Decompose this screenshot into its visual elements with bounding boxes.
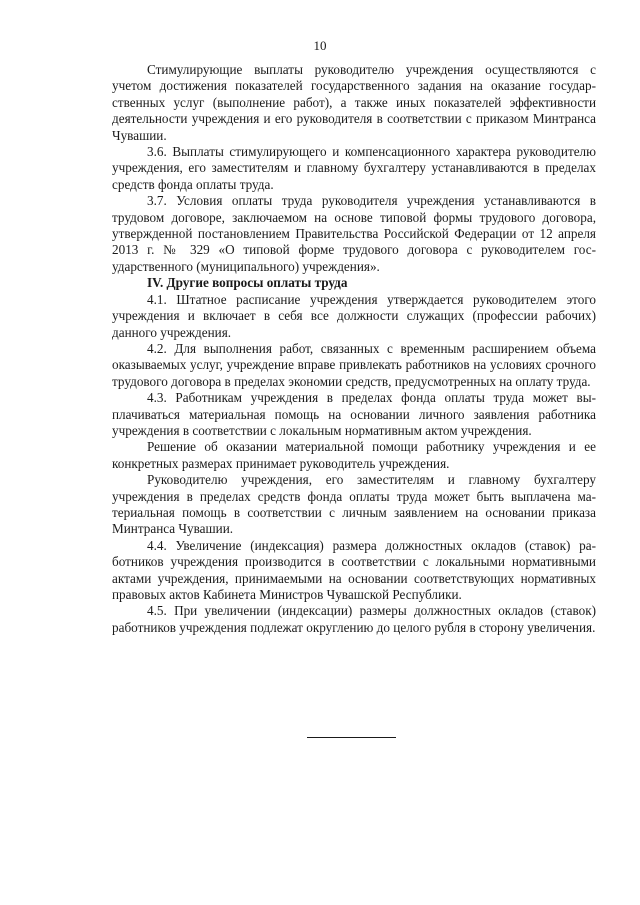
section-heading: IV. Другие вопросы оплаты труда xyxy=(147,275,348,291)
page-number: 10 xyxy=(313,38,327,53)
paragraph-3-6: 3.6. Выплаты стимулирующего и компенсационного характера руководителю учреждения, его заместителям и главному бухгалтеру устанавливаются в пределах средств фонда оплаты труда. xyxy=(112,144,596,192)
paragraph-4-3: 4.3. Работникам учреждения в пределах фонда оплаты труда может выплачиваться материальная помощь на основании личного заявления работника учреждения в соответствии с локальным нормативным актом учреждения. xyxy=(112,390,596,438)
end-divider-line xyxy=(307,737,396,738)
paragraph-4-4: 4.4. Увеличение (индексация) размера должностных окладов (ставок) работников учреждения производится в соответствии с локальными нормативными актами учреждения, принимаемыми на основании соответствующих нормативных правовых актов Кабинета Министров Чувашской Республики. xyxy=(112,537,596,602)
paragraph-3-7: 3.7. Условия оплаты труда руководителя учреждения устанавливаются в трудовом договоре, заключаемом на основе типовой формы трудового договора, утвержденной постановлением Правительства Российской Федерации от 12 апреля 2013 г. № 329 «О типовой форме трудового договора с руководителем государственного (муниципального) учреждения». xyxy=(112,193,596,274)
paragraph-material-aid-decision: Решение об оказании материальной помощи работнику учреждения и ее конкретных размерах принимает руководитель учреждения. xyxy=(112,439,596,471)
document-body xyxy=(112,62,596,636)
paragraph-4-5: 4.5. При увеличении (индексации) размеры должностных окладов (ставок) работников учреждения подлежат округлению до целого рубля в сторону увеличения. xyxy=(112,603,596,635)
paragraph-stimulating-payments: Стимулирующие выплаты руководителю учреждения осуществляются с учетом достижения показателей государственного задания на оказание государственных услуг (выполнение работ), а также иных показателей эффективности деятельности учреждения и его руководителя в соответствии с приказом Минтранса Чувашии. xyxy=(112,62,596,143)
paragraph-4-2: 4.2. Для выполнения работ, связанных с временным расширением объема оказываемых услуг, учреждение вправе привлекать работников на условиях срочного трудового договора в пределах экономии средств, предусмотренных на оплату труда. xyxy=(112,340,596,389)
paragraph-manager-material-aid: Руководителю учреждения, его заместителям и главному бухгалтеру учреждения в пределах средств фонда оплаты труда может быть выплачена материальная помощь в соответствии с личным заявлением на основании приказа Минтранса Чувашии. xyxy=(112,472,596,537)
paragraph-4-1: 4.1. Штатное расписание учреждения утверждается руководителем этого учреждения и включает в себя все должности служащих (профессии рабочих) данного учреждения. xyxy=(112,291,596,340)
